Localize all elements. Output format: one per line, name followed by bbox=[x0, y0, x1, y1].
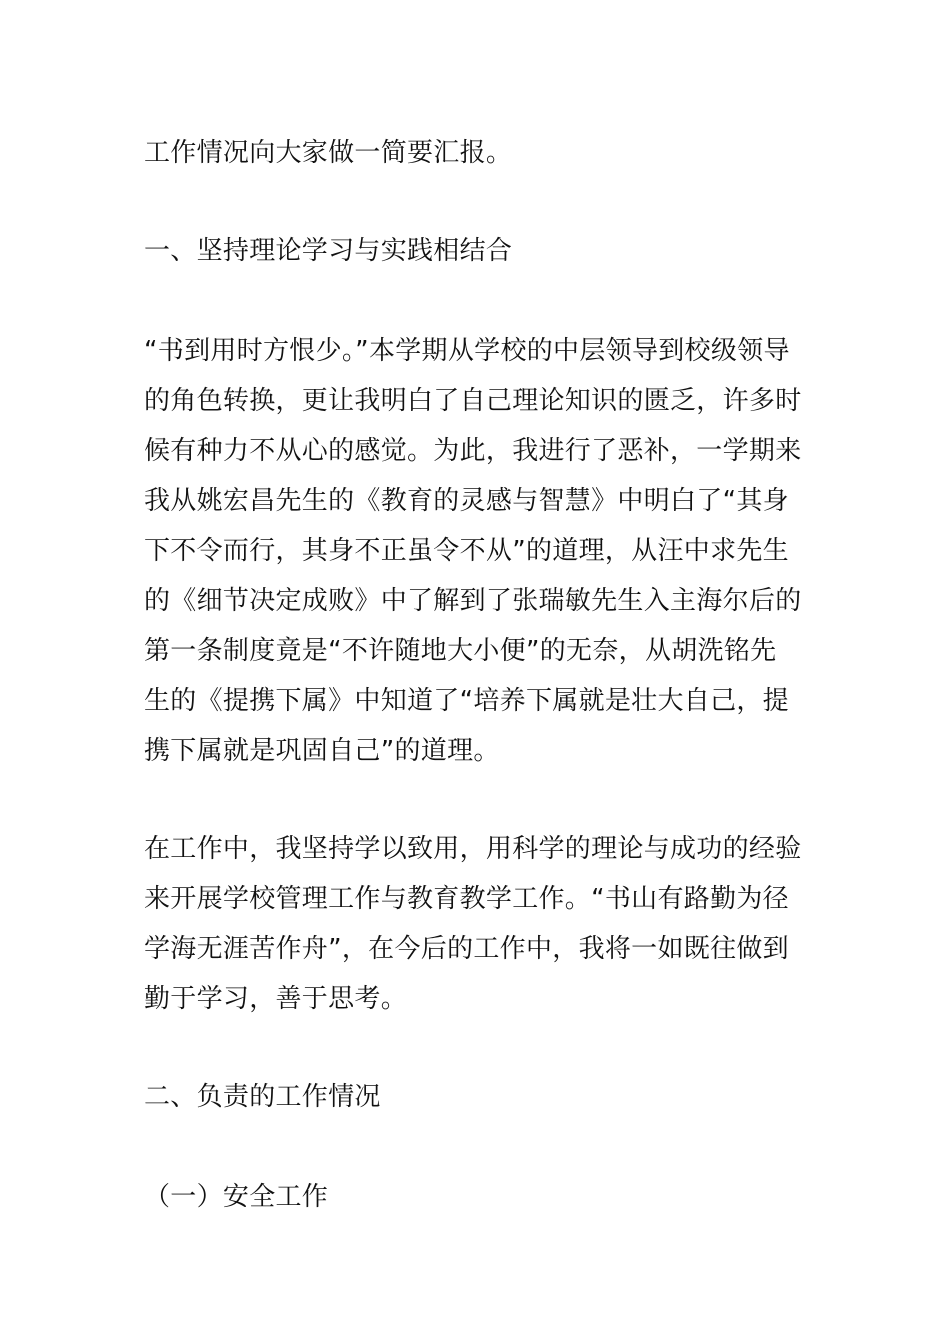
para2-line-2: 来开展学校管理工作与教育教学工作。“书山有路勤为径 bbox=[144, 884, 789, 914]
para2-line-1: 在工作中，我坚持学以致用，用科学的理论与成功的经验 bbox=[144, 834, 802, 864]
para1-line-3: 候有种力不从心的感觉。为此，我进行了恶补，一学期来 bbox=[144, 436, 802, 466]
para1-line-1: “书到用时方恨少。”本学期从学校的中层领导到校级领导 bbox=[144, 336, 790, 366]
para1-line-6: 的《细节决定成败》中了解到了张瑞敏先生入主海尔后的 bbox=[144, 586, 802, 616]
para1-line-7: 第一条制度竟是“不许随地大小便”的无奈，从胡洗铭先 bbox=[144, 636, 777, 666]
para1-line-9: 携下属就是巩固自己”的道理。 bbox=[144, 736, 500, 766]
section1-heading: 一、坚持理论学习与实践相结合 bbox=[144, 236, 513, 266]
para1-line-5: 下不令而行，其身不正虽令不从”的道理，从汪中求先生 bbox=[144, 536, 789, 566]
subsection-heading: （一）安全工作 bbox=[144, 1182, 329, 1212]
para1-line-4: 我从姚宏昌先生的《教育的灵感与智慧》中明白了“其身 bbox=[144, 486, 789, 516]
para2-line-4: 勤于学习，善于思考。 bbox=[144, 984, 408, 1014]
para2-line-3: 学海无涯苦作舟”，在今后的工作中，我将一如既往做到 bbox=[144, 934, 789, 964]
intro-tail-text: 工作情况向大家做一简要汇报。 bbox=[144, 138, 513, 168]
para1-line-8: 生的《提携下属》中知道了“培养下属就是壮大自己，提 bbox=[144, 686, 789, 716]
section2-heading: 二、负责的工作情况 bbox=[144, 1082, 381, 1112]
para1-line-2: 的角色转换，更让我明白了自己理论知识的匮乏，许多时 bbox=[144, 386, 802, 416]
